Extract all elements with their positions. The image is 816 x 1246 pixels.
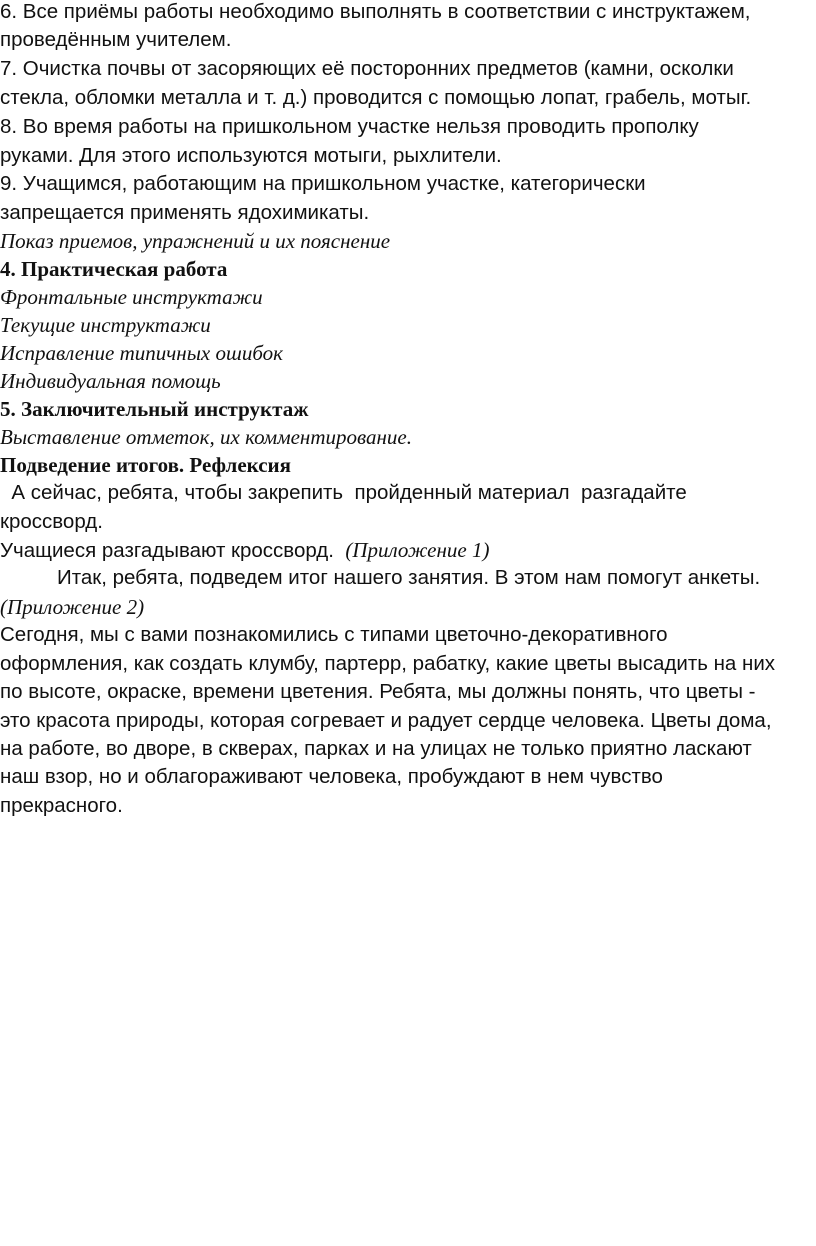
rule-7-line-2: стекла, обломки металла и т. д.) проводится с помощью лопат, грабель, мотыг. [0, 86, 752, 109]
rule-7-line-1: 7. Очистка почвы от засоряющих её посторонних предметов (камни, осколки [0, 57, 734, 80]
rule-6-line-1: 6. Все приёмы работы необходимо выполнять в соответствии с инструктажем, [0, 0, 751, 23]
section-4-item-errors: Исправление типичных ошибок [0, 341, 283, 365]
closing-line-7: прекрасного. [0, 794, 123, 817]
closing-line-2: оформления, как создать клумбу, партерр, рабатку, какие цветы высадить на них [0, 652, 776, 675]
section-4-item-frontal: Фронтальные инструктажи [0, 285, 263, 309]
closing-line-3: по высоте, окраске, времени цветения. Ребята, мы должны понять, что цветы - [0, 680, 756, 703]
closing-line-5: на работе, во дворе, в скверах, парках и на улицах не только приятно ласкают [0, 737, 752, 760]
result-line: Итак, ребята, подведем итог нашего занятия. В этом нам помогут анкеты. [0, 566, 761, 589]
closing-line-4: это красота природы, которая согревает и радует сердце человека. Цветы дома, [0, 709, 772, 732]
section-5-heading: 5. Заключительный инструктаж [0, 397, 309, 421]
rule-6-line-2: проведённым учителем. [0, 28, 232, 51]
appendix-2: (Приложение 2) [0, 595, 145, 619]
appendix-1: (Приложение 1) [345, 538, 490, 562]
rule-9-line-1: 9. Учащимся, работающим на пришкольном участке, категорически [0, 172, 646, 195]
crossword-line-1: А сейчас, ребята, чтобы закрепить пройденный материал разгадайте [0, 481, 687, 504]
closing-line-6: наш взор, но и облагораживают человека, пробуждают в нем чувство [0, 765, 663, 788]
summary-heading: Подведение итогов. Рефлексия [0, 453, 292, 477]
section-4-heading: 4. Практическая работа [0, 257, 228, 281]
closing-line-1: Сегодня, мы с вами познакомились с типами цветочно-декоративного [0, 623, 668, 646]
rule-8-line-1: 8. Во время работы на пришкольном участке нельзя проводить прополку [0, 115, 699, 138]
students-line [0, 538, 489, 563]
rule-9-line-2: запрещается применять ядохимикаты. [0, 201, 370, 224]
demo-note: Показ приемов, упражнений и их пояснение [0, 229, 391, 253]
crossword-line-2: кроссворд. [0, 510, 103, 533]
rule-8-line-2: руками. Для этого используются мотыги, рыхлители. [0, 144, 502, 167]
section-4-item-individual: Индивидуальная помощь [0, 369, 221, 393]
section-5-note: Выставление отметок, их комментирование. [0, 425, 412, 449]
students-text: Учащиеся разгадывают кроссворд. [0, 539, 346, 562]
section-4-item-current: Текущие инструктажи [0, 313, 211, 337]
